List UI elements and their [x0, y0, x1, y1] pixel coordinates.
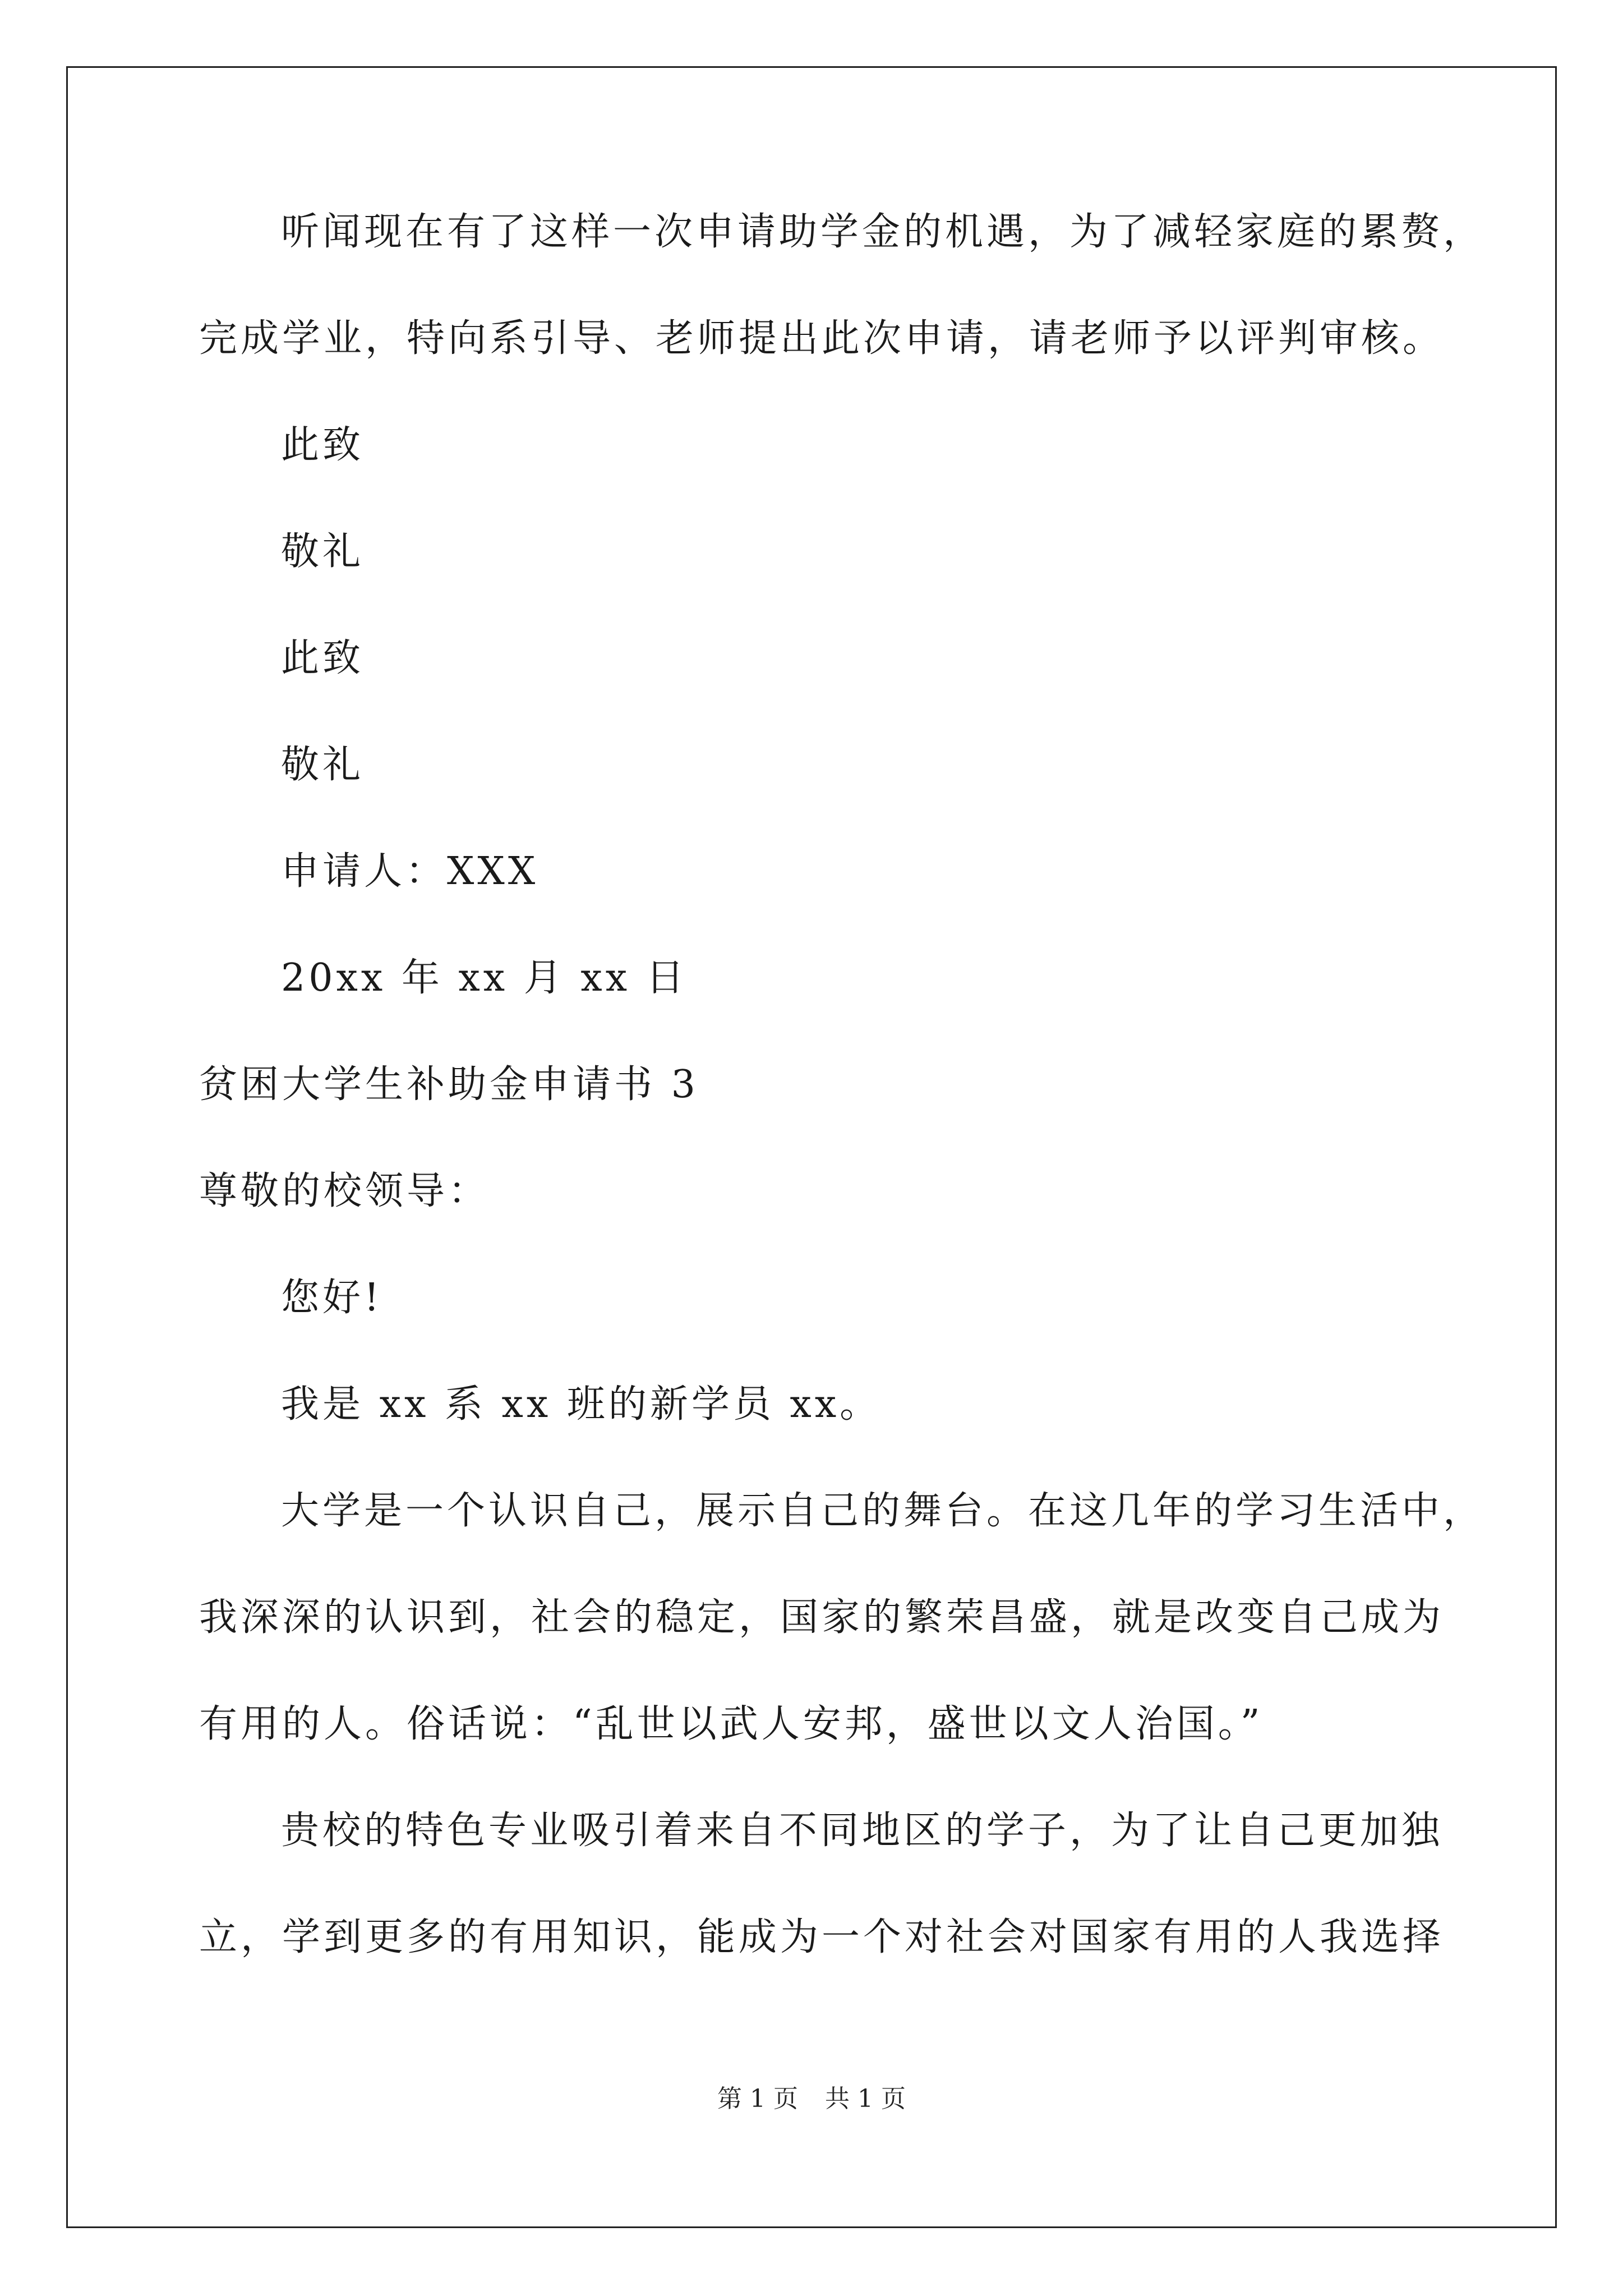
- page-frame: [66, 66, 1557, 2228]
- page-footer: [0, 2087, 1623, 2111]
- paragraph-line: 完成学业，特向系引导、老师提出此次申请，请老师予以评判审核。: [199, 316, 1445, 361]
- page-total: 共 1 页: [825, 2085, 906, 2113]
- closing-salutation: 此致: [281, 423, 365, 467]
- paragraph-line: 立，学到更多的有用知识，能成为一个对社会对国家有用的人我选择: [199, 1915, 1445, 1959]
- greeting: 您好!: [281, 1276, 383, 1320]
- date-line: 20xx 年 xx 月 xx 日: [281, 956, 688, 1000]
- closing-regards: 敬礼: [281, 530, 365, 574]
- paragraph-line: 我深深的认识到，社会的稳定，国家的繁荣昌盛，就是改变自己成为: [199, 1595, 1445, 1640]
- applicant-signature: 申请人：XXX: [281, 849, 539, 894]
- paragraph-line: 贵校的特色专业吸引着来自不同地区的学子，为了让自己更加独: [281, 1809, 1444, 1853]
- page-number: 第 1 页: [717, 2085, 798, 2113]
- paragraph-line: 大学是一个认识自己，展示自己的舞台。在这几年的学习生活中，: [281, 1489, 1485, 1533]
- closing-regards: 敬礼: [281, 743, 365, 787]
- paragraph-line: 我是 xx 系 xx 班的新学员 xx。: [281, 1382, 882, 1427]
- closing-salutation: 此致: [281, 636, 365, 680]
- paragraph-line: 有用的人。俗话说：“乱世以武人安邦，盛世以文人治国。”: [199, 1702, 1264, 1746]
- paragraph-line: 听闻现在有了这样一次申请助学金的机遇，为了减轻家庭的累赘，: [281, 210, 1485, 254]
- section-title: 贫困大学生补助金申请书 3: [199, 1062, 699, 1107]
- greeting-recipient: 尊敬的校领导：: [199, 1169, 490, 1213]
